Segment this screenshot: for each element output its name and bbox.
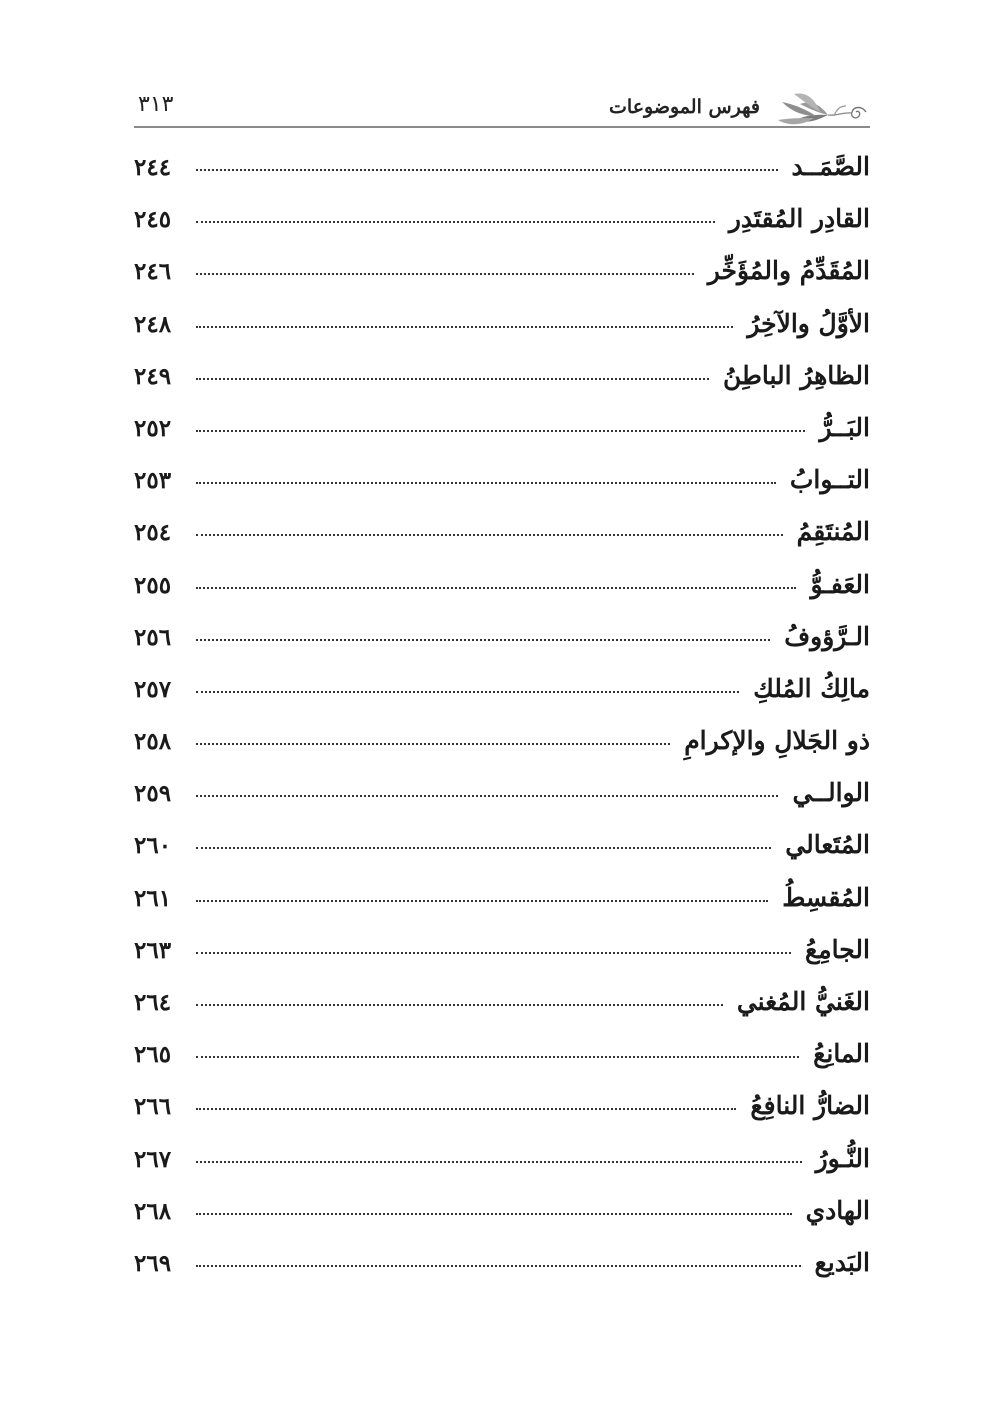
toc-entry-page: ٢٥٩ [134,780,172,808]
dot-leader [196,1213,792,1215]
toc-entry [134,505,870,557]
toc-entry-page: ٢٦٠ [134,832,172,860]
toc-entry-page: ٢٦٥ [134,1041,172,1069]
toc-entry-title: المُقَدِّمُ والمُؤَخِّر [707,256,870,286]
floral-ornament-icon [770,86,870,130]
toc-entry-title: القادِر المُقتَدِر [728,204,870,234]
toc-entry-page: ٢٦٤ [134,989,172,1016]
toc-entry [134,453,870,505]
toc-entry-title: ذو الجَلالِ والإكرامِ [684,726,870,756]
toc-entry-page: ٢٥٨ [134,728,172,756]
dot-leader [196,847,771,849]
dot-leader [196,639,770,641]
toc-entry [134,192,870,244]
toc-entry-page: ٢٤٩ [134,362,172,390]
dot-leader [196,482,776,484]
toc-entry-page: ٢٥٦ [134,623,172,651]
toc-entry-title: المانِعُ [813,1039,870,1069]
toc-entry-page: ٢٤٤ [134,154,172,181]
toc-entry [134,558,870,610]
dot-leader [196,900,768,902]
toc-entry [134,818,870,870]
toc-entry-title: المُتَعالي [785,830,870,860]
toc-entry [134,140,870,192]
toc-entry [134,662,870,714]
toc-entry-page: ٢٦٦ [134,1093,172,1121]
toc-entry-title: الـرَّؤوفُ [784,621,870,651]
header-divider [134,126,870,128]
toc-entry-page: ٢٤٦ [134,258,172,286]
toc-entry-page: ٢٥٥ [134,571,172,599]
toc-entry [134,1079,870,1131]
toc-entry [134,244,870,296]
dot-leader [196,587,796,589]
toc-entry-title: الظاهِرُ الباطِنُ [722,360,870,390]
running-header [134,86,870,130]
toc-entry [134,297,870,349]
dot-leader [196,795,778,797]
toc-entry [134,1027,870,1079]
toc-entry [134,714,870,766]
header-page-number: ٣١٣ [138,92,174,117]
toc-entry-title: المُنتَقِمُ [796,517,870,547]
header-title: فهرس الموضوعات [609,96,760,118]
dot-leader [196,743,670,745]
toc-entry-title: الجامِعُ [804,934,870,964]
toc-entry-title: المُقسِطُ [782,882,870,912]
toc-entry-page: ٢٦٧ [134,1145,172,1173]
dot-leader [196,273,694,275]
toc-entry [134,610,870,662]
table-of-contents [134,140,870,1288]
dot-leader [196,169,778,171]
toc-entry-title: العَفـوُّ [810,569,870,599]
toc-entry-title: البَديع [814,1247,870,1277]
toc-entry-title: مالِكُ المُلكِ [753,673,870,703]
toc-entry-title: الهادي [805,1195,870,1225]
toc-entry [134,871,870,923]
toc-entry-page: ٢٦١ [134,884,172,912]
dot-leader [196,534,783,536]
toc-entry-page: ٢٤٥ [134,206,172,234]
toc-entry-title: الغَنيُّ المُغني [736,987,870,1016]
toc-entry [134,766,870,818]
dot-leader [196,221,715,223]
dot-leader [196,1056,799,1058]
toc-entry [134,975,870,1027]
toc-entry [134,401,870,453]
dot-leader [196,378,709,380]
toc-entry [134,1132,870,1184]
toc-entry-title: البَــرُّ [819,412,870,442]
toc-entry [134,923,870,975]
toc-entry-title: الأوَّلُ والآخِرُ [747,308,870,338]
toc-entry-page: ٢٥٣ [134,467,172,495]
dot-leader [196,1265,801,1267]
toc-entry [134,1184,870,1236]
toc-entry-title: الصَّمَــد [791,152,870,181]
dot-leader [196,1004,723,1006]
toc-entry-title: الضارُّ النافِعُ [750,1091,870,1121]
toc-entry-page: ٢٥٤ [134,519,172,547]
toc-entry-title: الوالــي [792,778,870,808]
dot-leader [196,952,791,954]
toc-entry [134,1236,870,1288]
toc-entry-title: التــوابُ [789,465,870,495]
dot-leader [196,430,805,432]
toc-entry [134,349,870,401]
dot-leader [196,326,733,328]
toc-entry-page: ٢٥٢ [134,414,172,442]
dot-leader [196,1108,736,1110]
toc-entry-page: ٢٤٨ [134,310,172,338]
toc-entry-title: النُّـورُ [815,1143,870,1173]
dot-leader [196,691,739,693]
dot-leader [196,1161,802,1163]
toc-entry-page: ٢٥٧ [134,675,172,703]
toc-entry-page: ٢٦٨ [134,1197,172,1225]
toc-entry-page: ٢٦٣ [134,936,172,964]
toc-entry-page: ٢٦٩ [134,1249,172,1277]
